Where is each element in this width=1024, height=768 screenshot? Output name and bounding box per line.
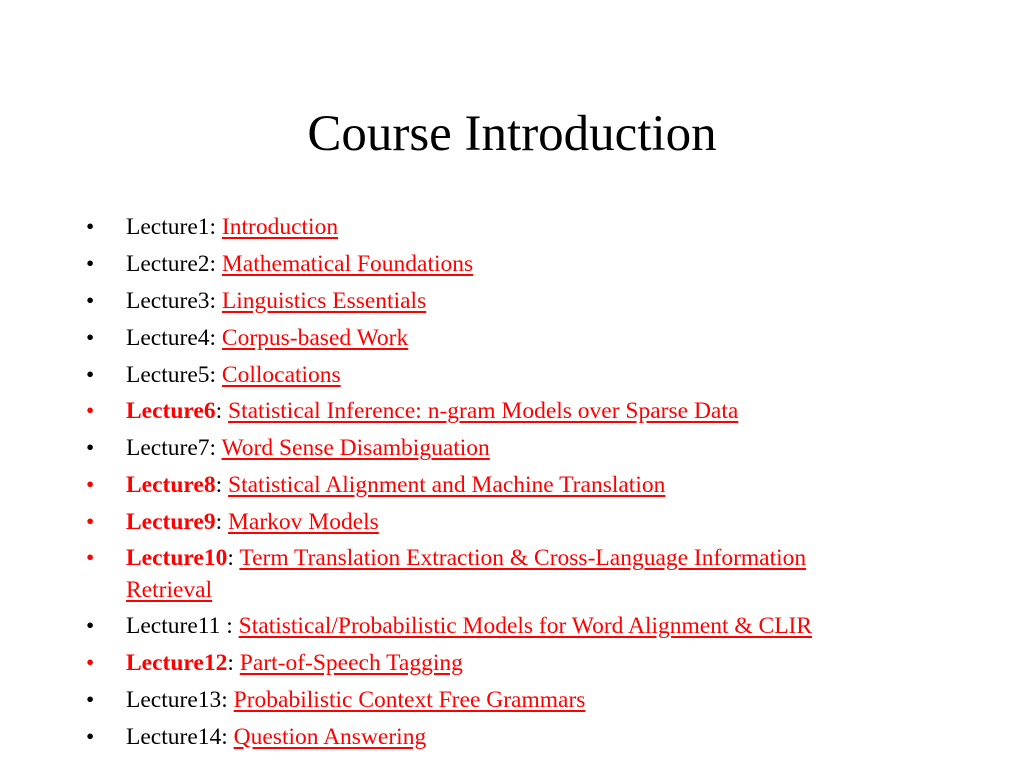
lecture-label: Lecture13: bbox=[126, 686, 228, 713]
lecture-label: Lecture14: bbox=[126, 723, 228, 750]
lecture-list bbox=[0, 210, 1024, 756]
lecture-link[interactable]: Word Sense Disambiguation bbox=[221, 435, 490, 462]
list-item-lecture10 bbox=[0, 542, 1024, 606]
lecture-link[interactable]: Introduction bbox=[221, 214, 339, 240]
lecture-label: Lecture4: bbox=[126, 324, 217, 351]
list-item-lecture4 bbox=[0, 321, 1024, 355]
lecture-label: Lecture10 bbox=[126, 545, 228, 572]
lecture-link[interactable]: Probabilistic Context Free Grammars bbox=[233, 686, 586, 713]
lecture-link[interactable]: Markov Models bbox=[228, 509, 379, 536]
lecture-link[interactable]: Mathematical Foundations bbox=[221, 250, 474, 277]
lecture-label: Lecture11 bbox=[126, 612, 221, 639]
lecture-link[interactable]: Statistical Inference: n-gram Models over Sparse Data bbox=[228, 398, 739, 425]
lecture-label: Lecture1: bbox=[126, 214, 217, 240]
list-item-lecture11 bbox=[0, 609, 1024, 643]
list-item-lecture7 bbox=[0, 431, 1024, 465]
bullet-icon: • bbox=[86, 214, 95, 240]
list-item-lecture5 bbox=[0, 358, 1024, 392]
list-item-lecture1 bbox=[0, 210, 1024, 244]
list-item-lecture13 bbox=[0, 683, 1024, 717]
lecture-separator: : bbox=[215, 472, 229, 499]
bullet-icon: • bbox=[86, 686, 95, 713]
bullet-icon: • bbox=[86, 287, 95, 314]
bullet-icon: • bbox=[86, 723, 95, 750]
bullet-icon: • bbox=[86, 250, 95, 277]
lecture-link[interactable]: Corpus-based Work bbox=[221, 324, 409, 351]
list-item-lecture8 bbox=[0, 468, 1024, 502]
lecture-label: Lecture9 bbox=[126, 509, 216, 536]
lecture-label: Lecture7: bbox=[126, 435, 217, 462]
lecture-link[interactable]: Collocations bbox=[221, 361, 341, 388]
bullet-icon: • bbox=[86, 435, 95, 462]
lecture-separator: : bbox=[227, 545, 240, 572]
bullet-icon: • bbox=[86, 545, 95, 572]
lecture-link[interactable]: Question Answering bbox=[233, 723, 427, 750]
list-item-lecture2 bbox=[0, 247, 1024, 281]
lecture-separator: : bbox=[227, 649, 240, 676]
lecture-label: Lecture2: bbox=[126, 250, 217, 277]
bullet-icon: • bbox=[86, 612, 95, 639]
list-item-lecture9 bbox=[0, 505, 1024, 539]
page-title: Course Introduction bbox=[307, 106, 717, 162]
bullet-icon: • bbox=[86, 361, 95, 388]
lecture-link[interactable]: Statistical Alignment and Machine Translation bbox=[228, 472, 666, 499]
lecture-label: Lecture6 bbox=[126, 398, 216, 425]
lecture-link[interactable]: Statistical/Probabilistic Models for Word Alignment & CLIR bbox=[238, 612, 813, 639]
bullet-icon: • bbox=[86, 649, 95, 676]
lecture-link[interactable]: Term Translation Extraction & Cross-Language Information Retrieval bbox=[126, 545, 807, 604]
list-item-lecture12 bbox=[0, 646, 1024, 680]
lecture-link[interactable]: Part-of-Speech Tagging bbox=[239, 649, 463, 676]
lecture-label: Lecture8 bbox=[126, 472, 216, 499]
lecture-label: Lecture12 bbox=[126, 649, 228, 676]
bullet-icon: • bbox=[86, 509, 95, 536]
lecture-link[interactable]: Linguistics Essentials bbox=[221, 287, 427, 314]
list-item-lecture14 bbox=[0, 720, 1024, 754]
bullet-icon: • bbox=[86, 472, 95, 499]
lecture-label: Lecture3: bbox=[126, 287, 217, 314]
lecture-separator: : bbox=[215, 398, 229, 425]
bullet-icon: • bbox=[86, 398, 95, 425]
list-item-lecture3 bbox=[0, 284, 1024, 318]
list-item-lecture6 bbox=[0, 394, 1024, 428]
bullet-icon: • bbox=[86, 324, 95, 351]
lecture-separator: : bbox=[215, 509, 229, 536]
lecture-label: Lecture5: bbox=[126, 361, 217, 388]
lecture-separator: : bbox=[220, 612, 239, 639]
